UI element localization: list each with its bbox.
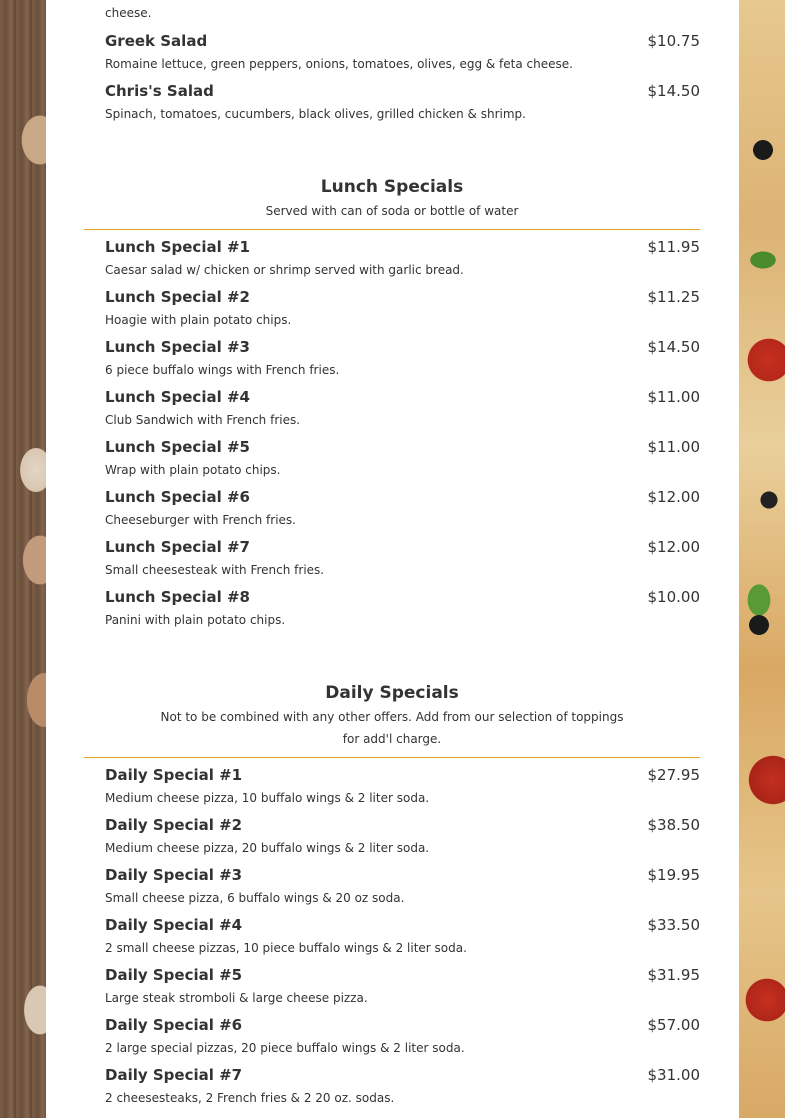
pizza-background-right [739,0,785,1118]
daily-specials-subtitle-line2: for add'l charge. [342,732,442,746]
item-name: Lunch Special #6 [105,488,250,506]
item-name: Daily Special #3 [105,866,243,884]
item-name: Chris's Salad [105,82,214,100]
menu-item-lunch-5 [105,438,700,482]
item-description: 2 small cheese pizzas, 10 piece buffalo wings & 2 liter soda. [105,941,467,955]
item-price: $12.00 [647,488,700,506]
lunch-divider [84,229,700,230]
item-price: $10.00 [647,588,700,606]
menu-item-daily-5 [105,966,700,1010]
menu-item-lunch-4 [105,388,700,432]
item-price: $12.00 [647,538,700,556]
item-price: $14.50 [647,82,700,100]
item-name: Daily Special #2 [105,816,243,834]
item-price: $31.00 [647,1066,700,1084]
item-name: Daily Special #6 [105,1016,243,1034]
item-name: Lunch Special #3 [105,338,250,356]
wood-background-left [0,0,46,1118]
menu-item-lunch-2 [105,288,700,332]
item-name: Daily Special #1 [105,766,243,784]
item-price: $38.50 [647,816,700,834]
item-description: Romaine lettuce, green peppers, onions, tomatoes, olives, egg & feta cheese. [105,57,573,71]
menu-item-lunch-6 [105,488,700,532]
menu-item-lunch-3 [105,338,700,382]
item-name: Lunch Special #8 [105,588,250,606]
item-price: $57.00 [647,1016,700,1034]
daily-specials-title: Daily Specials [325,683,459,703]
item-description: Medium cheese pizza, 10 buffalo wings & 2 liter soda. [105,791,430,805]
salad-desc-fragment: cheese. [105,6,152,20]
menu-item-daily-2 [105,816,700,860]
item-price: $11.00 [647,438,700,456]
item-price: $27.95 [647,766,700,784]
item-description: Medium cheese pizza, 20 buffalo wings & 2 liter soda. [105,841,430,855]
item-price: $11.25 [647,288,700,306]
item-description: Cheeseburger with French fries. [105,513,296,527]
item-name: Greek Salad [105,32,208,50]
item-description: Small cheese pizza, 6 buffalo wings & 20 oz soda. [105,891,405,905]
item-name: Lunch Special #2 [105,288,250,306]
daily-specials-subtitle-line1: Not to be combined with any other offers. Add from our selection of toppings [160,710,624,724]
menu-item-daily-1 [105,766,700,810]
menu-item-lunch-8 [105,588,700,632]
item-description: 2 cheesesteaks, 2 French fries & 2 20 oz. sodas. [105,1091,395,1105]
menu-item-lunch-7 [105,538,700,582]
item-price: $10.75 [647,32,700,50]
item-name: Lunch Special #7 [105,538,250,556]
item-price: $11.00 [647,388,700,406]
menu-item-daily-7 [105,1066,700,1110]
item-name: Lunch Special #5 [105,438,250,456]
menu-item-greek-salad [105,32,700,76]
item-name: Lunch Special #4 [105,388,250,406]
item-description: Small cheesesteak with French fries. [105,563,325,577]
item-price: $19.95 [647,866,700,884]
menu-item-daily-4 [105,916,700,960]
item-description: Hoagie with plain potato chips. [105,313,292,327]
menu-item-chris-salad [105,82,700,126]
lunch-specials-title: Lunch Specials [320,177,464,197]
item-price: $31.95 [647,966,700,984]
menu-item-daily-6 [105,1016,700,1060]
item-price: $11.95 [647,238,700,256]
item-name: Daily Special #4 [105,916,243,934]
item-description: Caesar salad w/ chicken or shrimp served with garlic bread. [105,263,464,277]
lunch-specials-subtitle: Served with can of soda or bottle of water [265,204,519,218]
item-description: Large steak stromboli & large cheese pizza. [105,991,368,1005]
item-description: Wrap with plain potato chips. [105,463,281,477]
item-description: Spinach, tomatoes, cucumbers, black olives, grilled chicken & shrimp. [105,107,526,121]
item-price: $33.50 [647,916,700,934]
item-price: $14.50 [647,338,700,356]
item-description: 2 large special pizzas, 20 piece buffalo wings & 2 liter soda. [105,1041,465,1055]
item-name: Daily Special #7 [105,1066,243,1084]
item-description: 6 piece buffalo wings with French fries. [105,363,340,377]
item-name: Lunch Special #1 [105,238,250,256]
item-description: Club Sandwich with French fries. [105,413,301,427]
menu-item-lunch-1 [105,238,700,282]
menu-item-daily-3 [105,866,700,910]
daily-divider [84,757,700,758]
item-name: Daily Special #5 [105,966,243,984]
item-description: Panini with plain potato chips. [105,613,286,627]
